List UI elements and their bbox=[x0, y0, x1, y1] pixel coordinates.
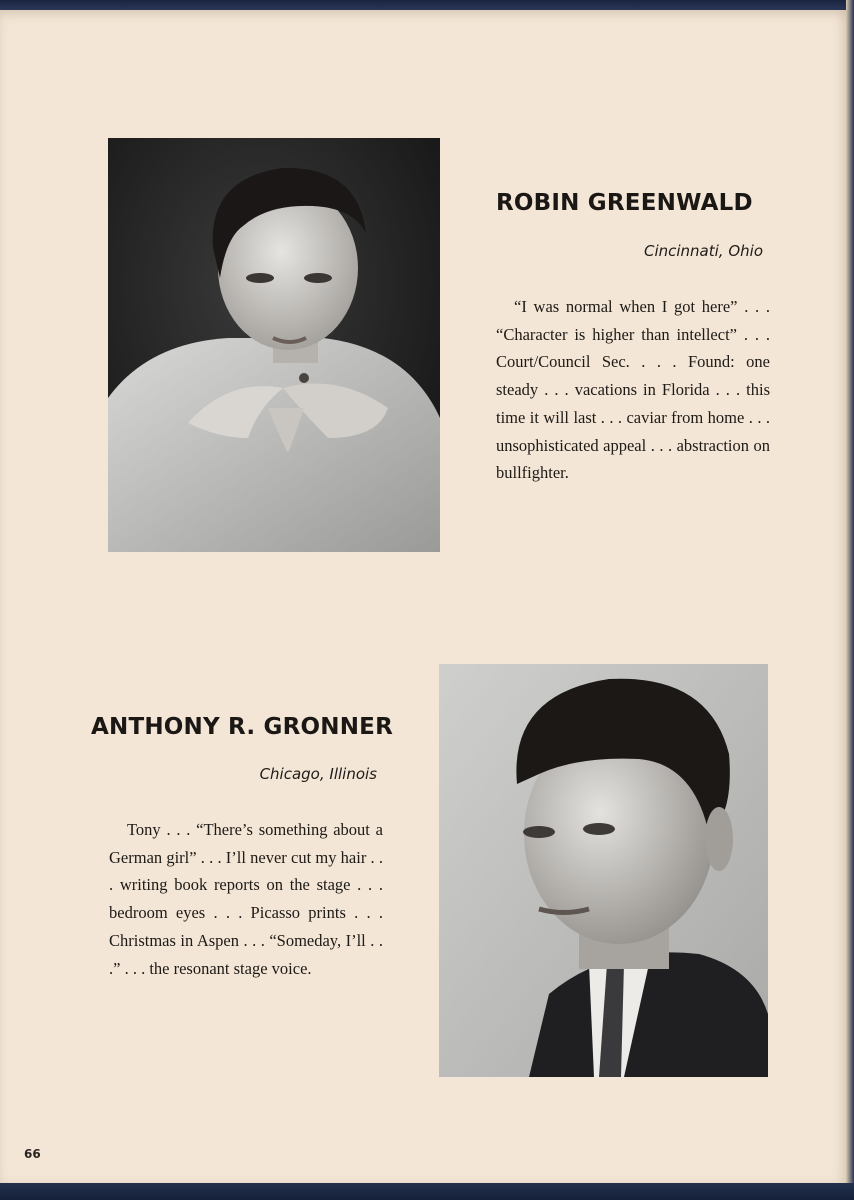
page-number: 66 bbox=[24, 1147, 41, 1161]
portrait-photo-anthony-r-gronner bbox=[439, 664, 768, 1077]
book-cover-bottom-edge bbox=[0, 1183, 854, 1200]
student-name-anthony-r-gronner: ANTHONY R. GRONNER bbox=[91, 714, 393, 740]
hometown-robin-greenwald: Cincinnati, Ohio bbox=[643, 242, 763, 260]
portrait-photo-robin-greenwald bbox=[108, 138, 440, 552]
student-name-robin-greenwald: ROBIN GREENWALD bbox=[496, 190, 753, 216]
biography-anthony-r-gronner: Tony . . . “There’s something about a German girl” . . . I’ll never cut my hair . . . writing book reports on the stage . . . bedroom eyes . . . Picasso prints . . . Christmas in Aspen . . . “Someday, I’ll . . .” . . . the resonant stage voice. bbox=[109, 820, 383, 978]
book-cover-right-edge bbox=[846, 0, 854, 1200]
biography-robin-greenwald: “I was normal when I got here” . . . “Character is higher than intellect” . . . Court/Council Sec. . . . Found: one steady . . . vacations in Florida . . . this time it will last . . . caviar from home . . . unsophisticated appeal . . . abstraction on bullfighter. bbox=[496, 297, 770, 483]
hometown-anthony-r-gronner: Chicago, Illinois bbox=[259, 765, 377, 783]
yearbook-page bbox=[0, 10, 848, 1185]
